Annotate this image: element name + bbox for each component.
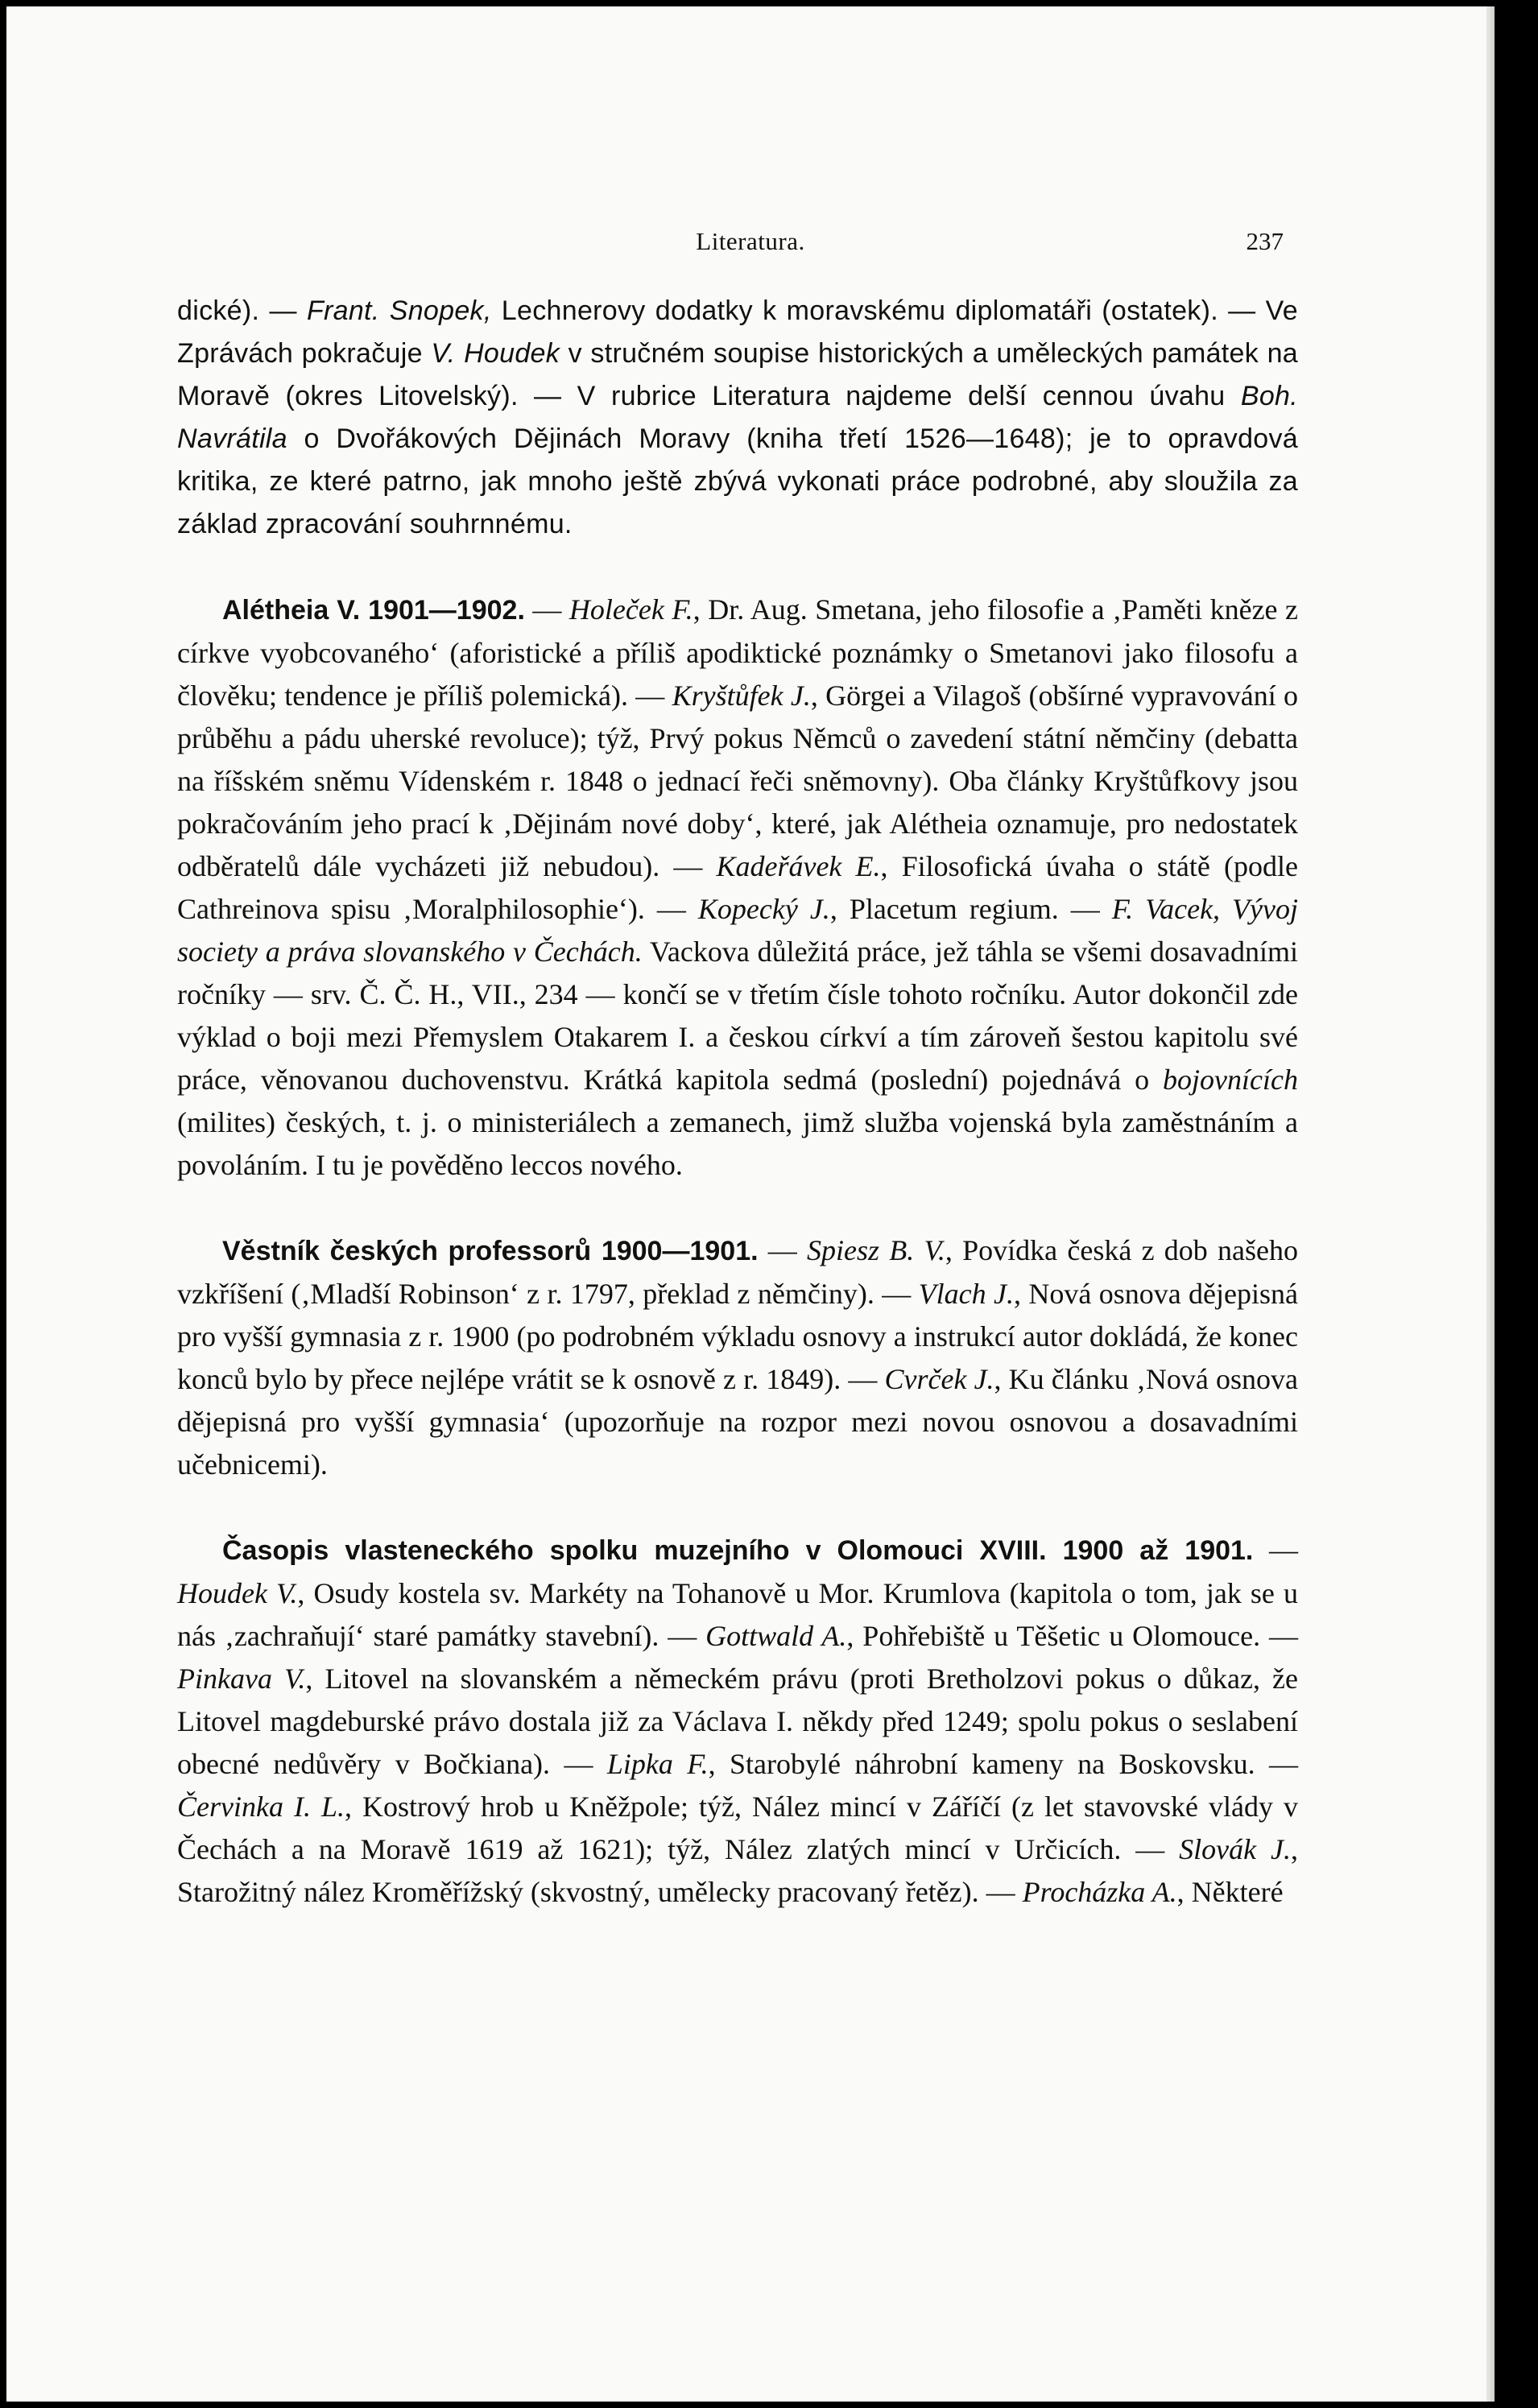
text-run: , Görgei a Vilagoš (obšírné vypravování o průběhu a pádu uherské revoluce); týž, Prvý pokus Němců o zavedení státní němčiny (debatta na říšském sněmu Vídenském r. 1848 o jednací řeči sněmovny). Oba články Kryštůfkovy jsou pokračováním jeho prací k ‚Dějinám nové doby‘, které, jak Alétheia oznamuje, pro nedostatek odběratelů dále vycházeti již nebudou). —	[177, 679, 1298, 882]
paragraph-aletheia	[177, 589, 1298, 1187]
body-text	[177, 290, 1298, 1956]
text-run: —	[524, 593, 569, 626]
author-name: Kadeřávek E.	[716, 850, 881, 882]
page-header	[6, 227, 1495, 267]
paragraph-vestnik	[177, 1229, 1298, 1486]
author-name: Frant. Snopek,	[306, 295, 492, 326]
text-run: —	[758, 1234, 808, 1266]
work-title: F. Vacek, Vývoj society a práva slovanského v Čechách.	[177, 893, 1299, 968]
page-edge-shadow	[1486, 6, 1495, 2402]
author-name: Kryštůfek J.	[672, 679, 811, 712]
author-name: Lipka F.	[606, 1748, 709, 1780]
text-run: , Osudy kostela sv. Markéty na Tohanově u Mor. Krumlova (kapitola o tom, jak se u nás ‚zachraňují‘ staré památky stavební). —	[177, 1577, 1298, 1652]
text-run: , Ku článku ‚Nová osnova dějepisná pro vyšší gymnasia‘ (upozorňuje na rozpor mezi novou osnovou a dosavadními učebnicemi).	[177, 1363, 1298, 1481]
text-run: , Kostrový hrob u Kněžpole; týž, Nález mincí v Záříčí (z let stavovské vlády v Čechách a na Moravě 1619 až 1621); týž, Nález zlatých mincí v Určicích. —	[177, 1791, 1299, 1865]
text-run: dické). —	[177, 295, 307, 326]
author-name: Červinka I. L.	[177, 1791, 345, 1823]
author-name: Houdek V.	[177, 1577, 298, 1609]
text-run: , Placetum regium. —	[829, 893, 1112, 925]
text-run: , Dr. Aug. Smetana, jeho filosofie a ‚Paměti kněze z církve vyobcovaného‘ (aforistické a příliš apodiktické poznámky o Smetanovi jako filosofu a člověku; tendence je příliš polemická). —	[177, 593, 1299, 712]
journal-title: Alétheia V. 1901—1902.	[222, 595, 525, 626]
author-name: Kopecký J.	[697, 893, 830, 925]
emphasized-term: bojovnících	[1163, 1064, 1298, 1096]
text-run: o Dvořákových Dějinách Moravy (kniha třetí 1526—1648); je to opravdová kritika, ze které patrno, jak mnoho ještě zbývá vykonati práce podrobné, aby sloužila za základ zpracování souhrnnému.	[177, 423, 1298, 539]
text-run: , Povídka česká z dob našeho vzkříšení (‚Mladší Robinson‘ z r. 1797, překlad z němčiny). —	[177, 1234, 1299, 1310]
text-run: , Starožitný nález Kroměřížský (skvostný, umělecky pracovaný řetěz). —	[177, 1833, 1298, 1908]
paragraph-snopek-houdek	[177, 290, 1298, 546]
journal-title: Časopis vlasteneckého spolku muzejního v Olomouci XVIII. 1900 až 1901.	[222, 1535, 1254, 1566]
book-page	[6, 6, 1495, 2402]
text-run: , Pohřebiště u Těšetic u Olomouce. —	[846, 1620, 1299, 1652]
text-run: —	[1253, 1534, 1298, 1566]
journal-title: Věstník českých professorů 1900—1901.	[222, 1236, 759, 1266]
text-run: (milites) českých, t. j. o ministeriálech a zemanech, jimž služba vojenská byla zaměstnáním a povoláním. I tu je pověděno leccos nového.	[177, 1106, 1298, 1181]
text-run: , Některé	[1176, 1876, 1284, 1908]
author-name: Spiesz B. V.	[807, 1234, 945, 1266]
running-title: Literatura.	[696, 227, 805, 255]
author-name: Holeček F.	[568, 593, 693, 626]
text-run: Lechnerovy dodatky k moravskému diplomatáři (ostatek). — Ve Zprávách pokračuje	[177, 295, 1298, 369]
author-name: Slovák J.	[1179, 1833, 1291, 1865]
page-number: 237	[1246, 227, 1284, 255]
text-run: , Starobylé náhrobní kameny na Boskovsku. —	[708, 1748, 1298, 1780]
author-name: Vlach J.	[918, 1278, 1014, 1310]
text-run: v stručném soupise historických a uměleckých památek na Moravě (okres Litovelský). — V rubrice Literatura najdeme delší cennou úvahu	[177, 338, 1298, 411]
author-name: Boh. Navrátila	[177, 381, 1298, 454]
author-name: Pinkava V.	[177, 1662, 306, 1695]
text-run: Vackova důležitá práce, jež táhla se všemi dosavadními ročníky — srv. Č. Č. H., VII., 234 — končí se v třetím čísle tohoto ročníku. Autor dokončil zde výklad o boji mezi Přemyslem Otakarem I. a českou církví a tím zároveň šestou kapitolu své práce, věnovanou duchovenstvu. Krátká kapitola sedmá (poslední) pojednává o	[177, 936, 1299, 1096]
author-name: Cvrček J.	[884, 1363, 994, 1395]
paragraph-casopis	[177, 1529, 1298, 1914]
text-run: , Nová osnova dějepisná pro vyšší gymnasia z r. 1900 (po podrobném výkladu osnovy a instrukcí autor dokládá, že konec konců bylo by přece nejlépe vrátit se k osnově z r. 1849). —	[177, 1278, 1299, 1395]
text-run: , Litovel na slovanském a německém právu (proti Bretholzovi pokus o důkaz, že Litovel magdeburské právo dostala již za Václava I. někdy před 1249; spolu pokus o seslabení obecné nedůvěry v Bočkiana). —	[177, 1662, 1298, 1780]
author-name: V. Houdek	[431, 338, 560, 369]
author-name: Gottwald A.	[705, 1620, 847, 1652]
author-name: Procházka A.	[1022, 1876, 1177, 1908]
text-run: , Filosofická úvaha o státě (podle Cathreinova spisu ‚Moralphilosophie‘). —	[177, 850, 1298, 925]
